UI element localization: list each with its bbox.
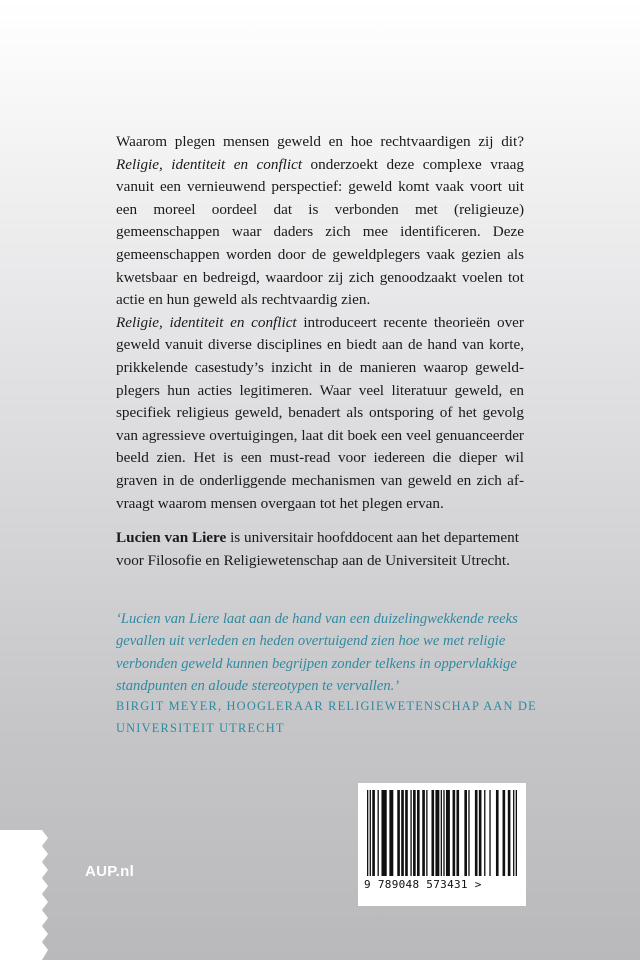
- barcode-bar: [389, 790, 393, 876]
- barcode-bar: [410, 790, 411, 876]
- barcode-bar: [453, 790, 456, 876]
- book-title-italic: Religie, identiteit en conflict: [116, 155, 303, 173]
- blurb-p2-text: introduceert recente theorieën over geweld vanuit diverse disciplines en biedt aan de hand van korte, prikkelende casestudy’s inzicht in de manieren waarop geweldplegers hun acties legitimeren. Waar veel literatuur geweld, en specifiek religieus geweld, benadert als ontsporing of het gevolg van agressieve overtuigingen, laat dit boek een veel genuanceerder beeld zien. Het is een must-read voor iedereen die dieper wil graven in de onderliggende mechanismen van geweld en zich afvraagt waarom mensen overgaan tot het plegen ervan.: [116, 313, 524, 512]
- barcode-bar: [372, 790, 375, 876]
- endorsement-quote: ‘Lucien van Liere laat aan de hand van een duizelingwekkende reeks gevallen uit verleden en heden overtuigend zien hoe we met religie verbonden geweld kunnen begrijpen zonder telkens in oppervlakkige standpunten en aloude stereotypen te vervallen.’: [116, 611, 518, 695]
- blurb-p1-text: onderzoekt deze complexe vraag vanuit een vernieuwend perspectief: geweld komt vaak voort uit een moreel oordeel dat is verbonden met (religieuze) gemeenschappen waar daders zich mee identificeren. Deze gemeenschappen worden door de geweldplegers vaak gezien als kwetsbaar en bedreigd, waardoor zij zich genoodzaakt voelen tot actie en hun geweld als rechtvaardig zien.: [116, 155, 524, 309]
- blurb-paragraph-1: [116, 131, 524, 312]
- blurb-intro-question: Waarom plegen mensen geweld en hoe rechtvaardigen zij dit?: [116, 133, 524, 150]
- barcode-bar: [468, 790, 469, 876]
- barcode-bar: [484, 790, 485, 876]
- barcode-bar: [441, 790, 442, 876]
- barcode: [358, 783, 526, 906]
- barcode-bar: [381, 790, 386, 876]
- barcode-bar: [443, 790, 444, 876]
- barcode-bar: [513, 790, 514, 876]
- barcode-bar: [378, 790, 379, 876]
- barcode-bar: [426, 790, 427, 876]
- barcode-bar: [496, 790, 499, 876]
- barcode-bar: [489, 790, 490, 876]
- isbn-number: 9 789048 573431 >: [364, 878, 482, 891]
- author-bio-text: is universitair hoofddocent aan het departement voor Filosofie en Religiewetenschap aan de Universiteit Utrecht.: [116, 529, 519, 569]
- author-bio: [116, 527, 536, 572]
- barcode-bar: [475, 790, 478, 876]
- barcode-bar: [479, 790, 482, 876]
- publisher-website: AUP.nl: [85, 863, 135, 880]
- serrated-edge: [36, 830, 48, 960]
- author-name: Lucien van Liere: [116, 529, 227, 546]
- blurb-paragraph-2: [116, 312, 524, 515]
- publisher-tab: [0, 830, 42, 960]
- barcode-bar: [397, 790, 400, 876]
- barcode-bars: [367, 790, 517, 876]
- barcode-bar: [422, 790, 425, 876]
- barcode-bar: [367, 790, 368, 876]
- barcode-bar: [405, 790, 408, 876]
- book-title-italic: Religie, identiteit en conflict: [116, 313, 297, 331]
- barcode-bar: [435, 790, 439, 876]
- barcode-bar: [516, 790, 517, 876]
- barcode-bar: [456, 790, 459, 876]
- barcode-bar: [431, 790, 434, 876]
- barcode-bar: [503, 790, 506, 876]
- barcode-bar: [464, 790, 467, 876]
- back-cover-blurb: [116, 131, 524, 515]
- barcode-bar: [413, 790, 416, 876]
- endorsement-attribution: BIRGIT MEYER, HOOGLERAAR RELIGIEWETENSCHAP AAN DE UNIVERSITEIT UTRECHT: [116, 699, 537, 736]
- barcode-bar: [370, 790, 371, 876]
- barcode-bar: [417, 790, 420, 876]
- barcode-bar: [508, 790, 511, 876]
- barcode-bar: [446, 790, 450, 876]
- barcode-bar: [401, 790, 404, 876]
